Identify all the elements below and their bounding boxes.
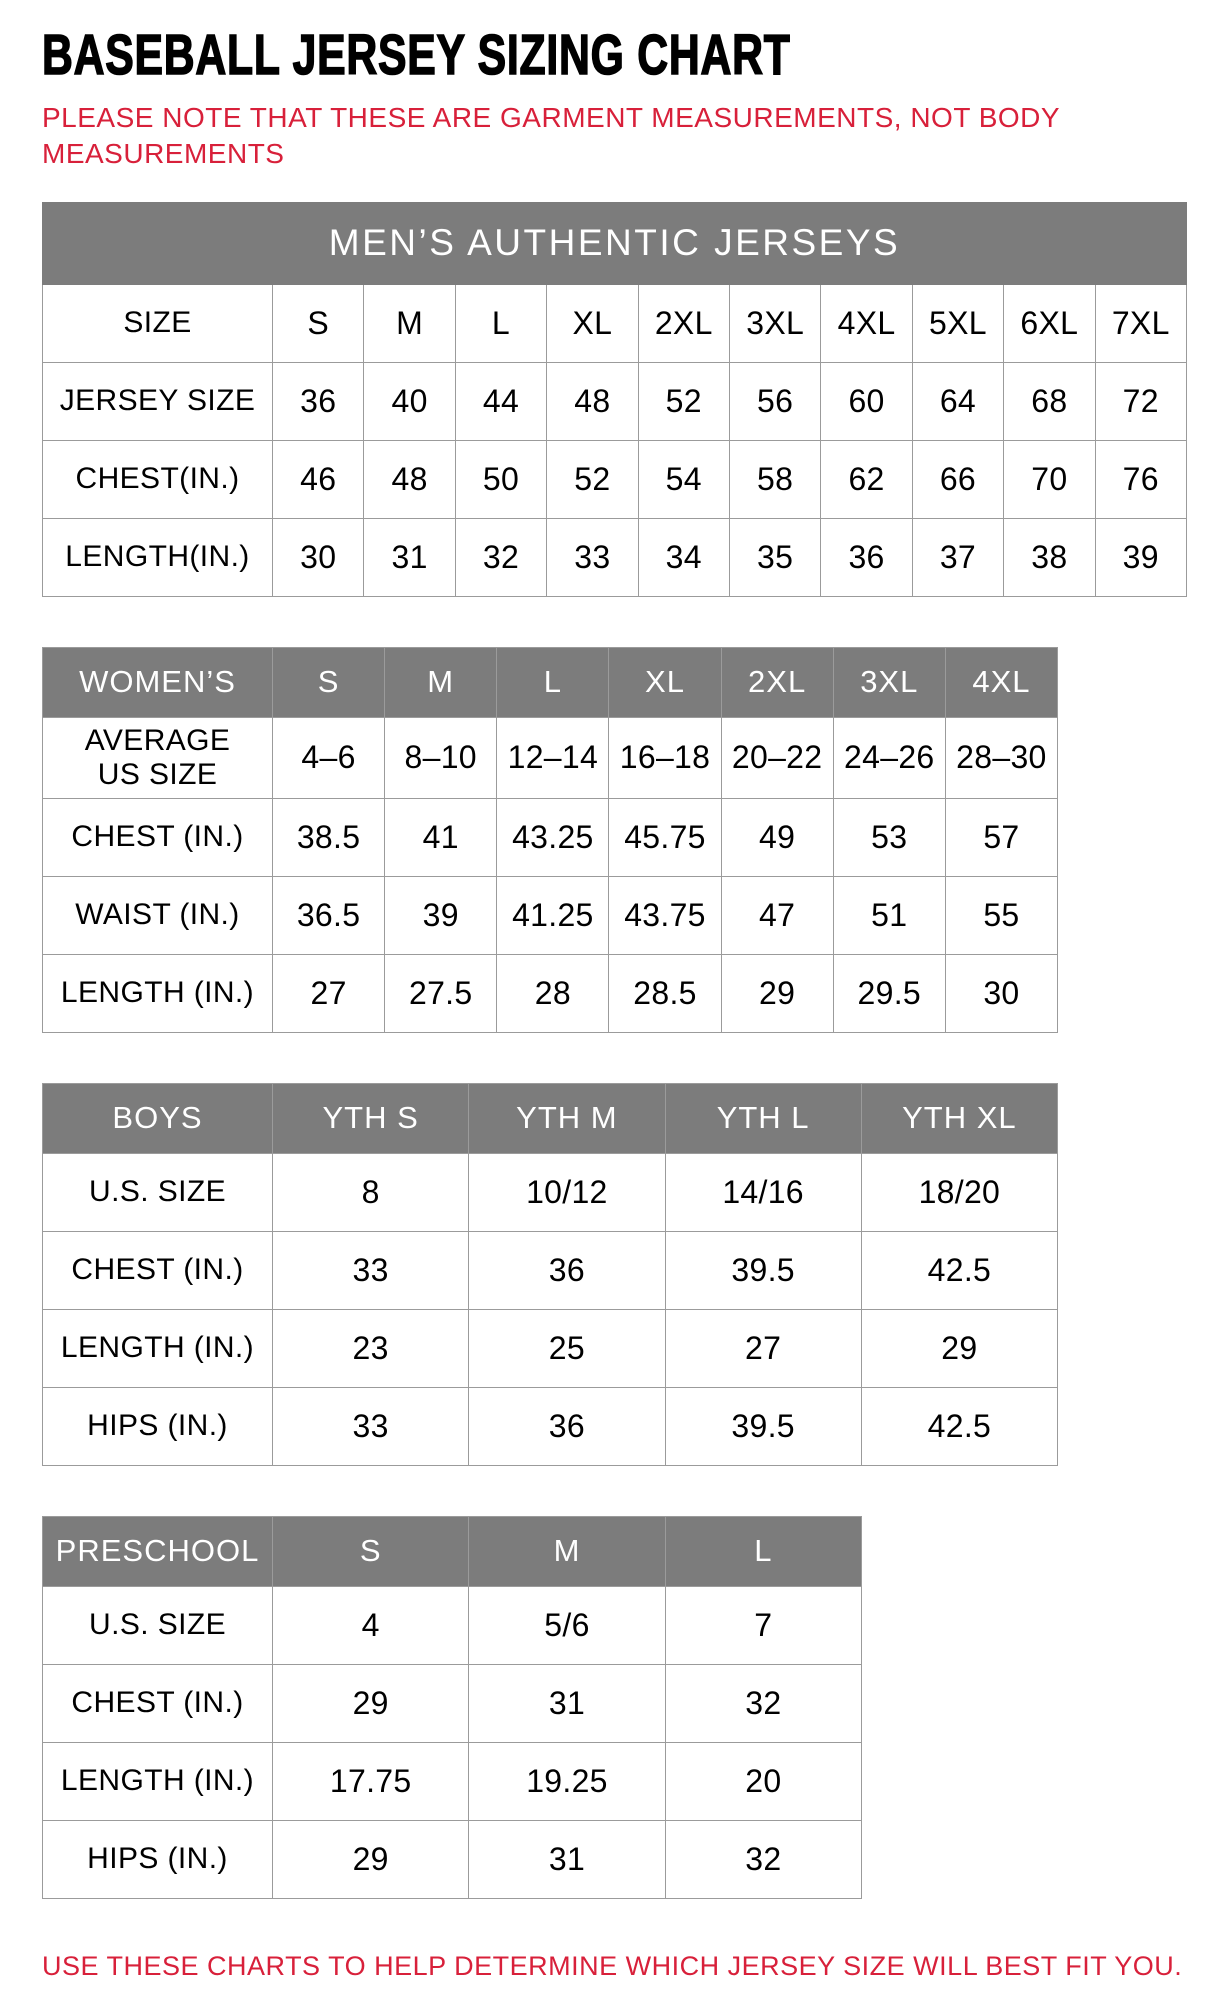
- col-header: YTH S: [273, 1083, 469, 1153]
- cell-value: 43.25: [497, 798, 609, 876]
- cell-value: 28.5: [609, 954, 721, 1032]
- cell-value: 8: [273, 1153, 469, 1231]
- row-label: LENGTH(IN.): [43, 518, 273, 596]
- table-row: [43, 1586, 862, 1664]
- preschool-sizing-table-section: [42, 1516, 1220, 1899]
- row-label: SIZE: [43, 284, 273, 362]
- table-row: [43, 1387, 1058, 1465]
- table-banner: MEN’S AUTHENTIC JERSEYS: [43, 202, 1187, 284]
- cell-value: 28–30: [945, 717, 1057, 798]
- table-banner-row: [43, 202, 1187, 284]
- cell-value: 48: [547, 362, 638, 440]
- cell-value: 64: [912, 362, 1003, 440]
- cell-value: 5/6: [469, 1586, 665, 1664]
- cell-value: 25: [469, 1309, 665, 1387]
- cell-value: 38: [1004, 518, 1095, 596]
- table-row: [43, 1664, 862, 1742]
- womens-sizing-table-section: [42, 647, 1220, 1033]
- cell-value: 7: [665, 1586, 861, 1664]
- mens-sizing-table-section: [42, 202, 1220, 597]
- cell-value: 50: [455, 440, 546, 518]
- cell-value: 45.75: [609, 798, 721, 876]
- cell-value: 48: [364, 440, 455, 518]
- cell-value: 76: [1095, 440, 1186, 518]
- cell-value: 18/20: [861, 1153, 1057, 1231]
- row-label: HIPS (IN.): [43, 1820, 273, 1898]
- cell-value: 17.75: [273, 1742, 469, 1820]
- row-label: U.S. SIZE: [43, 1153, 273, 1231]
- row-label: HIPS (IN.): [43, 1387, 273, 1465]
- col-header: YTH XL: [861, 1083, 1057, 1153]
- cell-value: 33: [273, 1231, 469, 1309]
- table-header-row: [43, 647, 1058, 717]
- col-header: YTH M: [469, 1083, 665, 1153]
- cell-value: 52: [547, 440, 638, 518]
- sizing-table: [42, 647, 1058, 1033]
- cell-value: 39.5: [665, 1387, 861, 1465]
- col-header: 2XL: [721, 647, 833, 717]
- cell-value: 32: [665, 1664, 861, 1742]
- table-title-cell: PRESCHOOL: [43, 1516, 273, 1586]
- cell-value: 41.25: [497, 876, 609, 954]
- cell-value: 24–26: [833, 717, 945, 798]
- table-title-cell: BOYS: [43, 1083, 273, 1153]
- cell-value: 3XL: [729, 284, 820, 362]
- cell-value: 31: [469, 1820, 665, 1898]
- cell-value: 19.25: [469, 1742, 665, 1820]
- row-label: LENGTH (IN.): [43, 954, 273, 1032]
- col-header: 3XL: [833, 647, 945, 717]
- cell-value: 68: [1004, 362, 1095, 440]
- sizing-table: [42, 1516, 862, 1899]
- col-header: M: [385, 647, 497, 717]
- table-row: [43, 1820, 862, 1898]
- table-row: [43, 717, 1058, 798]
- col-header: L: [665, 1516, 861, 1586]
- cell-value: 39: [385, 876, 497, 954]
- cell-value: 41: [385, 798, 497, 876]
- cell-value: 40: [364, 362, 455, 440]
- cell-value: 33: [547, 518, 638, 596]
- cell-value: 4XL: [821, 284, 912, 362]
- cell-value: 56: [729, 362, 820, 440]
- cell-value: 42.5: [861, 1387, 1057, 1465]
- cell-value: 57: [945, 798, 1057, 876]
- cell-value: 62: [821, 440, 912, 518]
- table-title-cell: WOMEN’S: [43, 647, 273, 717]
- cell-value: 29.5: [833, 954, 945, 1032]
- cell-value: 42.5: [861, 1231, 1057, 1309]
- cell-value: 54: [638, 440, 729, 518]
- cell-value: 30: [945, 954, 1057, 1032]
- cell-value: 31: [469, 1664, 665, 1742]
- garment-measurements-note: PLEASE NOTE THAT THESE ARE GARMENT MEASUREMENTS, NOT BODY MEASUREMENTS: [42, 101, 1060, 169]
- col-header: YTH L: [665, 1083, 861, 1153]
- cell-value: 4–6: [273, 717, 385, 798]
- col-header: XL: [609, 647, 721, 717]
- cell-value: 33: [273, 1387, 469, 1465]
- cell-value: 5XL: [912, 284, 1003, 362]
- cell-value: 12–14: [497, 717, 609, 798]
- table-row: [43, 1231, 1058, 1309]
- cell-value: 36: [469, 1231, 665, 1309]
- row-label: AVERAGE US SIZE: [43, 717, 273, 798]
- fit-advice-note: USE THESE CHARTS TO HELP DETERMINE WHICH JERSEY SIZE WILL BEST FIT YOU.: [42, 1950, 1183, 1981]
- cell-value: 32: [665, 1820, 861, 1898]
- col-header: S: [273, 647, 385, 717]
- cell-value: 27: [665, 1309, 861, 1387]
- table-row: [43, 362, 1187, 440]
- row-label: U.S. SIZE: [43, 1586, 273, 1664]
- cell-value: 29: [721, 954, 833, 1032]
- cell-value: 46: [273, 440, 364, 518]
- cell-value: 6XL: [1004, 284, 1095, 362]
- row-label: CHEST (IN.): [43, 798, 273, 876]
- cell-value: XL: [547, 284, 638, 362]
- cell-value: 36.5: [273, 876, 385, 954]
- cell-value: 36: [469, 1387, 665, 1465]
- table-row: [43, 954, 1058, 1032]
- cell-value: 32: [455, 518, 546, 596]
- cell-value: 35: [729, 518, 820, 596]
- col-header: L: [497, 647, 609, 717]
- cell-value: 28: [497, 954, 609, 1032]
- col-header: 4XL: [945, 647, 1057, 717]
- table-row: [43, 1153, 1058, 1231]
- table-header-row: [43, 1083, 1058, 1153]
- cell-value: 10/12: [469, 1153, 665, 1231]
- row-label: LENGTH (IN.): [43, 1742, 273, 1820]
- boys-sizing-table-section: [42, 1083, 1220, 1466]
- cell-value: 39.5: [665, 1231, 861, 1309]
- table-row: [43, 518, 1187, 596]
- cell-value: 2XL: [638, 284, 729, 362]
- row-label: CHEST(IN.): [43, 440, 273, 518]
- cell-value: 34: [638, 518, 729, 596]
- cell-value: S: [273, 284, 364, 362]
- col-header: S: [273, 1516, 469, 1586]
- sizing-table: [42, 202, 1187, 597]
- cell-value: 60: [821, 362, 912, 440]
- cell-value: 52: [638, 362, 729, 440]
- cell-value: 27.5: [385, 954, 497, 1032]
- cell-value: 4: [273, 1586, 469, 1664]
- row-label: WAIST (IN.): [43, 876, 273, 954]
- cell-value: 53: [833, 798, 945, 876]
- cell-value: 7XL: [1095, 284, 1186, 362]
- cell-value: M: [364, 284, 455, 362]
- cell-value: 14/16: [665, 1153, 861, 1231]
- cell-value: 43.75: [609, 876, 721, 954]
- cell-value: 29: [273, 1664, 469, 1742]
- cell-value: 20: [665, 1742, 861, 1820]
- table-row: [43, 1742, 862, 1820]
- col-header: M: [469, 1516, 665, 1586]
- cell-value: 39: [1095, 518, 1186, 596]
- cell-value: 72: [1095, 362, 1186, 440]
- table-row: [43, 440, 1187, 518]
- cell-value: 55: [945, 876, 1057, 954]
- cell-value: 51: [833, 876, 945, 954]
- cell-value: 8–10: [385, 717, 497, 798]
- cell-value: 31: [364, 518, 455, 596]
- cell-value: 36: [273, 362, 364, 440]
- row-label: JERSEY SIZE: [43, 362, 273, 440]
- cell-value: 23: [273, 1309, 469, 1387]
- cell-value: 20–22: [721, 717, 833, 798]
- table-row: [43, 876, 1058, 954]
- cell-value: 38.5: [273, 798, 385, 876]
- cell-value: 29: [273, 1820, 469, 1898]
- cell-value: 44: [455, 362, 546, 440]
- cell-value: 49: [721, 798, 833, 876]
- table-row: [43, 1309, 1058, 1387]
- table-header-row: [43, 1516, 862, 1586]
- cell-value: 16–18: [609, 717, 721, 798]
- cell-value: L: [455, 284, 546, 362]
- cell-value: 47: [721, 876, 833, 954]
- row-label: CHEST (IN.): [43, 1231, 273, 1309]
- cell-value: 66: [912, 440, 1003, 518]
- row-label: CHEST (IN.): [43, 1664, 273, 1742]
- cell-value: 27: [273, 954, 385, 1032]
- table-row: [43, 798, 1058, 876]
- table-row: [43, 284, 1187, 362]
- sizing-table: [42, 1083, 1058, 1466]
- row-label: LENGTH (IN.): [43, 1309, 273, 1387]
- cell-value: 29: [861, 1309, 1057, 1387]
- cell-value: 30: [273, 518, 364, 596]
- cell-value: 37: [912, 518, 1003, 596]
- cell-value: 36: [821, 518, 912, 596]
- cell-value: 58: [729, 440, 820, 518]
- cell-value: 70: [1004, 440, 1095, 518]
- page-title: BASEBALL JERSEY SIZING CHART: [42, 23, 791, 87]
